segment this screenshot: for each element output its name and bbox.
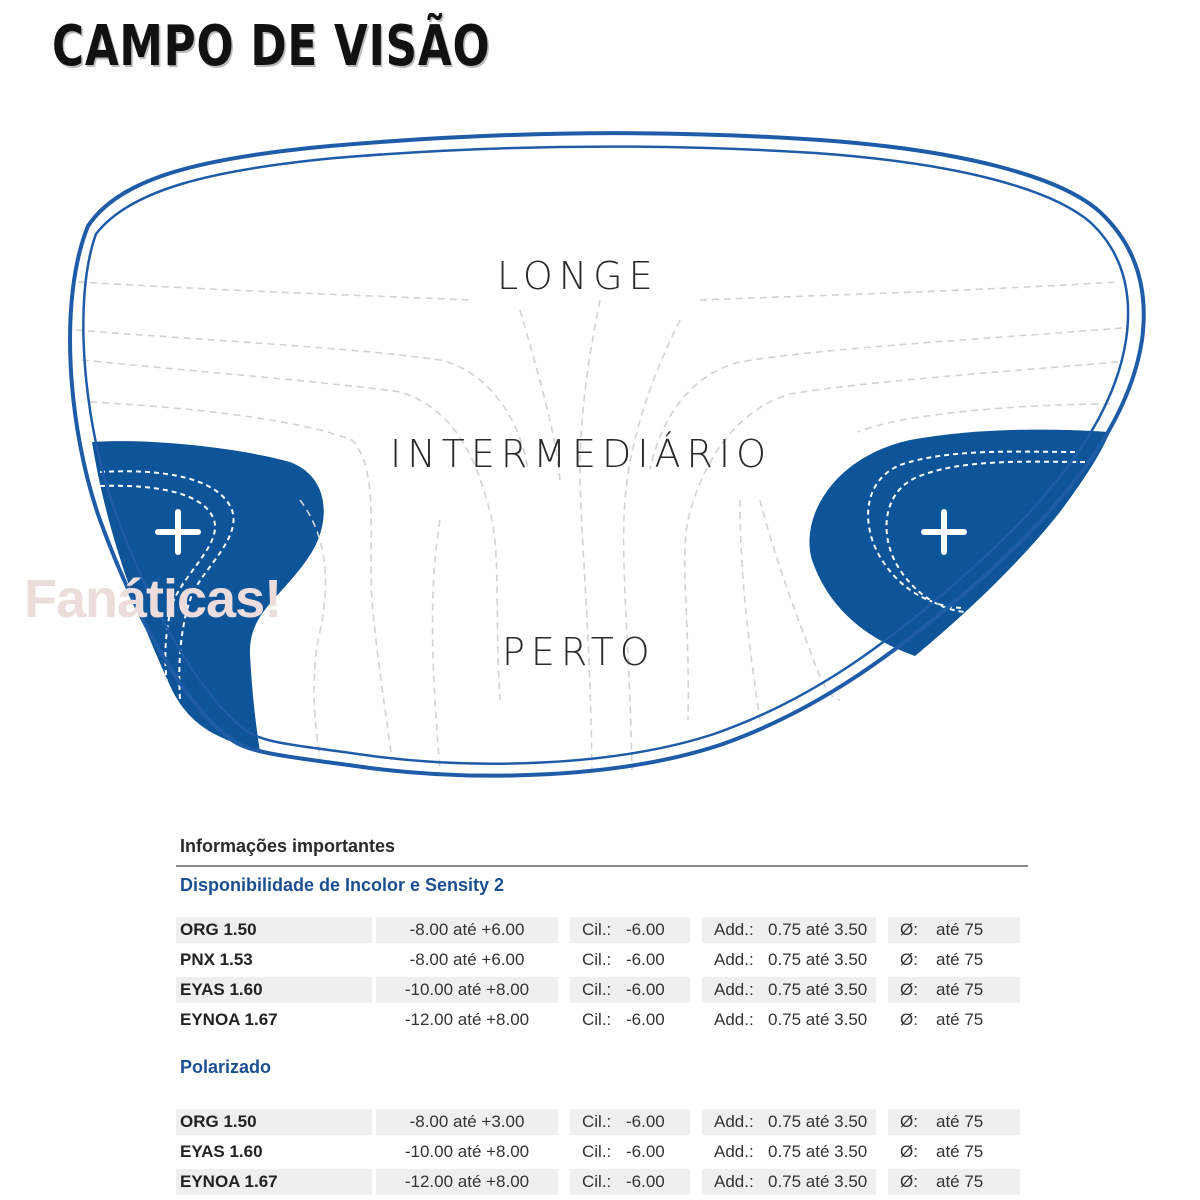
- addition-key: Add.:: [714, 1172, 754, 1191]
- table-row: [176, 1107, 1028, 1137]
- spherical-range: -8.00 até +6.00: [376, 917, 558, 943]
- diameter-cell: [888, 977, 1020, 1003]
- addition-cell: [702, 1007, 876, 1033]
- table-row: [176, 1167, 1028, 1197]
- addition-value: 0.75 até 3.50: [768, 1172, 868, 1191]
- diameter-value: até 75: [936, 1112, 984, 1131]
- addition-key: Add.:: [714, 1142, 754, 1161]
- zone-label-intermediate: INTERMEDIÁRIO: [390, 432, 773, 476]
- diameter-value: até 75: [936, 1142, 984, 1161]
- diameter-cell: [888, 1139, 1020, 1165]
- diameter-value: até 75: [936, 950, 984, 969]
- section-title: Disponibilidade de Incolor e Sensity 2: [180, 875, 505, 895]
- cylinder-cell: [570, 1139, 690, 1165]
- diameter-key: Ø:: [900, 1142, 918, 1161]
- addition-cell: [702, 1169, 876, 1195]
- addition-value: 0.75 até 3.50: [768, 1142, 868, 1161]
- cylinder-cell: [570, 1109, 690, 1135]
- info-heading: Informações importantes: [176, 830, 1028, 867]
- diameter-key: Ø:: [900, 1010, 918, 1029]
- table-row: [176, 975, 1028, 1005]
- cylinder-cell: [570, 917, 690, 943]
- lens-material: EYAS 1.60: [176, 977, 372, 1003]
- spherical-range: -8.00 até +3.00: [376, 1109, 558, 1135]
- diameter-cell: [888, 1169, 1020, 1195]
- addition-key: Add.:: [714, 950, 754, 969]
- spherical-range: -12.00 até +8.00: [404, 1010, 530, 1029]
- addition-cell: [702, 1109, 876, 1135]
- diameter-key: Ø:: [900, 920, 918, 939]
- zone-label-far: LONGE: [497, 254, 659, 298]
- addition-key: Add.:: [714, 1010, 754, 1029]
- diameter-key: Ø:: [900, 950, 918, 969]
- cylinder-key: Cil.:: [582, 1112, 612, 1131]
- diameter-value: até 75: [936, 920, 984, 939]
- lens-material: EYAS 1.60: [180, 1142, 263, 1161]
- table-row: [176, 1005, 1028, 1035]
- diameter-key: Ø:: [900, 1172, 918, 1191]
- info-table: [176, 830, 1028, 1197]
- spherical-range: -8.00 até +6.00: [409, 950, 525, 969]
- addition-key: Add.:: [714, 980, 754, 999]
- section-title: Polarizado: [180, 1057, 272, 1077]
- addition-key: Add.:: [714, 920, 754, 939]
- cylinder-key: Cil.:: [582, 920, 612, 939]
- addition-cell: [702, 917, 876, 943]
- spherical-range: -12.00 até +8.00: [376, 1169, 558, 1195]
- spherical-range: -10.00 até +8.00: [376, 977, 558, 1003]
- cylinder-value: -6.00: [626, 980, 665, 999]
- lens-material: EYNOA 1.67: [176, 1169, 372, 1195]
- addition-cell: [702, 977, 876, 1003]
- addition-cell: [702, 1139, 876, 1165]
- zone-label-near: PERTO: [502, 630, 656, 674]
- cylinder-cell: [570, 947, 690, 973]
- diameter-cell: [888, 1007, 1020, 1033]
- lens-material: ORG 1.50: [176, 1109, 372, 1135]
- diameter-value: até 75: [936, 980, 984, 999]
- diameter-key: Ø:: [900, 1112, 918, 1131]
- diameter-value: até 75: [936, 1172, 984, 1191]
- cylinder-cell: [570, 1007, 690, 1033]
- cylinder-key: Cil.:: [582, 1172, 612, 1191]
- cylinder-value: -6.00: [626, 950, 665, 969]
- diameter-cell: [888, 917, 1020, 943]
- info-sections: [176, 867, 1028, 1197]
- addition-key: Add.:: [714, 1112, 754, 1131]
- cylinder-cell: [570, 977, 690, 1003]
- watermark-logo: Fanáticas!: [24, 569, 282, 629]
- addition-value: 0.75 até 3.50: [768, 920, 868, 939]
- lens-material: PNX 1.53: [180, 950, 253, 969]
- addition-value: 0.75 até 3.50: [768, 1112, 868, 1131]
- cylinder-value: -6.00: [626, 920, 665, 939]
- addition-value: 0.75 até 3.50: [768, 980, 868, 999]
- cylinder-key: Cil.:: [582, 950, 612, 969]
- addition-value: 0.75 até 3.50: [768, 1010, 868, 1029]
- addition-cell: [702, 947, 876, 973]
- cylinder-key: Cil.:: [582, 980, 612, 999]
- table-row: [176, 1137, 1028, 1167]
- lens-material: ORG 1.50: [176, 917, 372, 943]
- right-blur-zone: [809, 430, 1110, 656]
- page-title: CAMPO DE VISÃO: [52, 14, 491, 79]
- lens-material: EYNOA 1.67: [180, 1010, 278, 1029]
- cylinder-value: -6.00: [626, 1142, 665, 1161]
- addition-value: 0.75 até 3.50: [768, 950, 868, 969]
- table-row: [176, 915, 1028, 945]
- cylinder-value: -6.00: [626, 1112, 665, 1131]
- cylinder-value: -6.00: [626, 1172, 665, 1191]
- diameter-key: Ø:: [900, 980, 918, 999]
- diameter-cell: [888, 1109, 1020, 1135]
- diameter-cell: [888, 947, 1020, 973]
- diameter-value: até 75: [936, 1010, 984, 1029]
- spherical-range: -10.00 até +8.00: [404, 1142, 530, 1161]
- cylinder-value: -6.00: [626, 1010, 665, 1029]
- cylinder-cell: [570, 1169, 690, 1195]
- table-row: [176, 945, 1028, 975]
- cylinder-key: Cil.:: [582, 1142, 612, 1161]
- cylinder-key: Cil.:: [582, 1010, 612, 1029]
